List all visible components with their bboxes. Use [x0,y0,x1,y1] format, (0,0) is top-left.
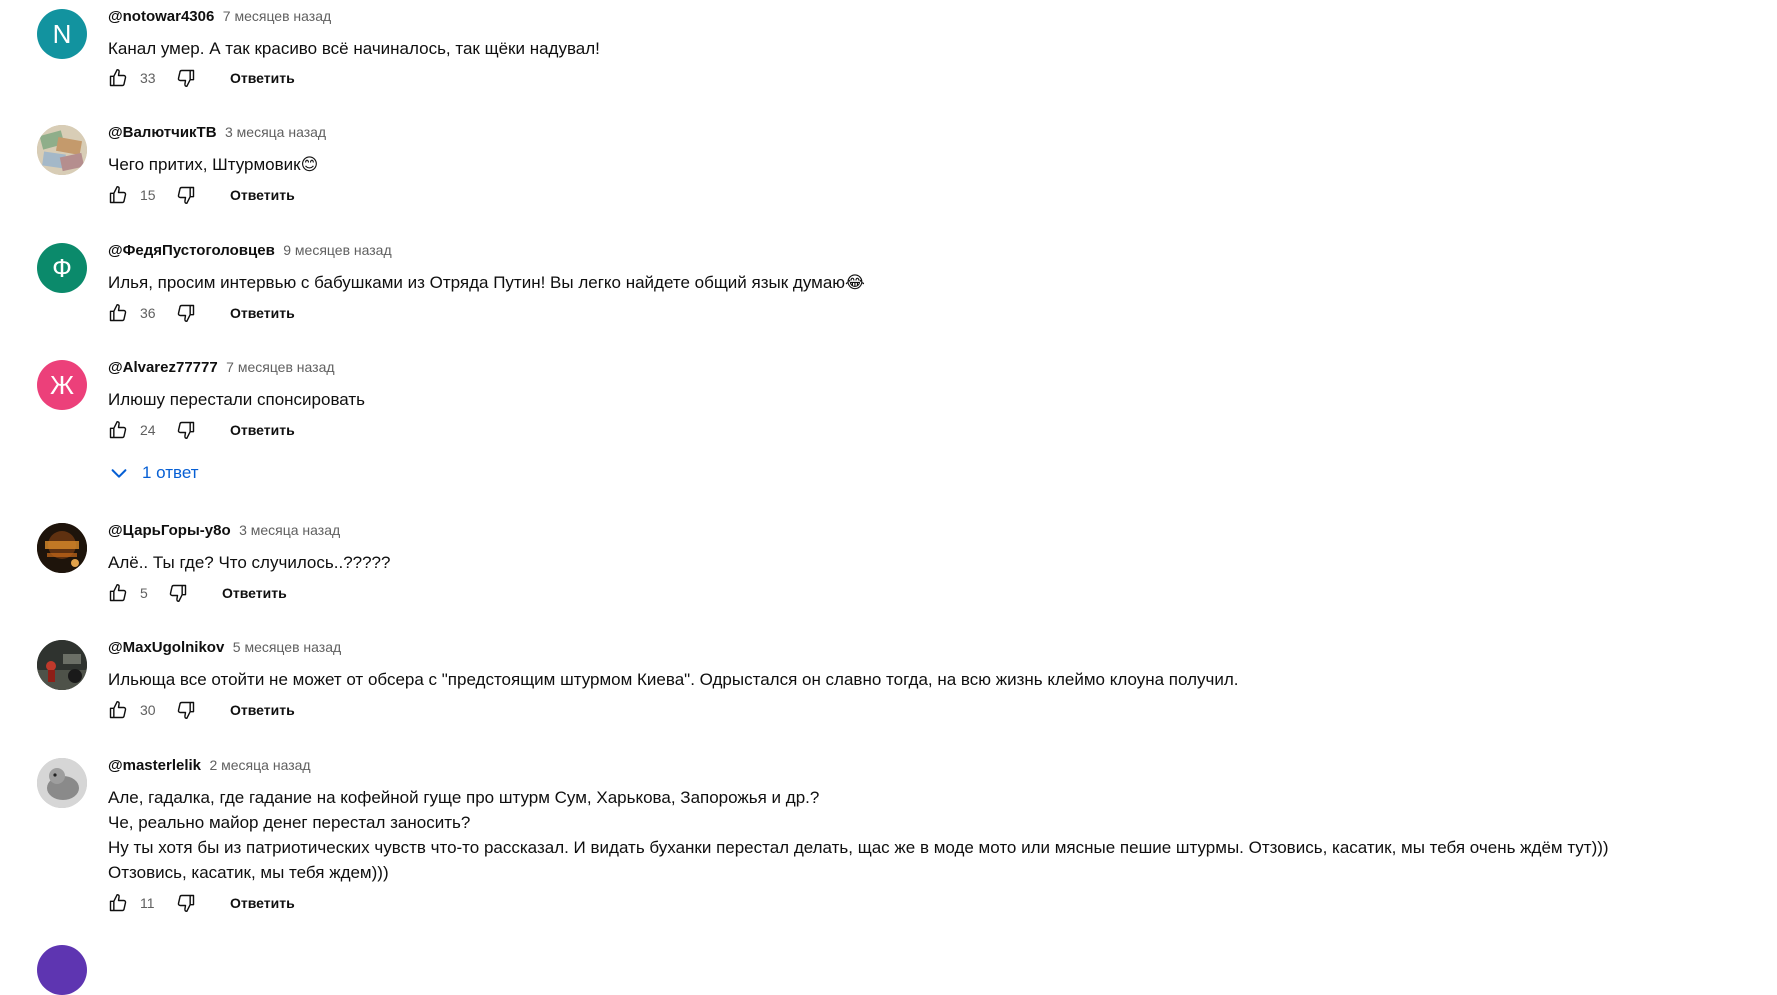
reply-button[interactable]: Ответить [230,895,295,911]
avatar[interactable] [37,945,87,995]
comment-time[interactable]: 3 месяца назад [239,522,341,538]
like-count: 36 [140,305,156,321]
reply-button[interactable]: Ответить [230,187,295,203]
avatar[interactable] [37,360,87,410]
comment-header [108,359,335,377]
avatar-letter: Ф [52,252,72,283]
thumbs-down-icon[interactable] [176,420,196,440]
avatar[interactable] [37,9,87,59]
comment-text: Илюшу перестали спонсировать [108,390,366,409]
like-count: 5 [140,585,148,601]
comment-text: Алё.. Ты где? Что случилось..????? [108,553,391,572]
comment-header [108,242,392,260]
comment-text: Але, гадалка, где гадание на кофейной гуще про штурм Сум, Харькова, Запорожья и др.? Че, реально майор денег перестал заносить? Ну ты хотя бы из патриотических чувств что-то рассказал. И видать буханки перестал делать, щас же в моде мото или мясные пешие штурмы. Отзовись, касатик, мы тебя очень ждём тут))) Отзовись, касатик, мы тебя ждем))) [108,788,1609,882]
like-count: 30 [140,702,156,718]
avatar-letter: Ж [49,369,74,400]
comment-time[interactable]: 9 месяцев назад [283,242,392,258]
avatar[interactable] [37,758,87,808]
reply-button[interactable]: Ответить [230,702,295,718]
comment-author[interactable]: @ВалютчикТВ [108,124,217,141]
avatar[interactable] [37,523,87,573]
comment-time[interactable]: 7 месяцев назад [226,359,335,375]
comment-header [108,639,341,657]
comment-actions [108,301,295,325]
comment-actions [108,581,287,605]
avatar[interactable] [37,125,87,175]
comment-actions [108,66,295,90]
reply-button[interactable]: Ответить [230,422,295,438]
chevron-down-icon [108,462,130,484]
comment-actions [108,891,295,915]
reply-button[interactable]: Ответить [230,70,295,86]
thumbs-up-icon[interactable] [108,68,128,88]
comment-text: Чего притих, Штурмовик😊 [108,155,319,174]
reply-button[interactable]: Ответить [230,305,295,321]
replies-toggle-button[interactable] [108,462,199,484]
thumbs-up-icon[interactable] [108,420,128,440]
thumbs-down-icon[interactable] [176,893,196,913]
thumbs-down-icon[interactable] [176,303,196,323]
replies-count-label: 1 ответ [142,463,199,482]
like-count: 15 [140,187,156,203]
comment-time[interactable]: 3 месяца назад [225,124,327,140]
comment-header [108,8,331,26]
comment-header [108,757,311,775]
comment-author[interactable]: @masterlelik [108,757,202,774]
comment-actions [108,418,295,442]
like-count: 11 [140,895,155,911]
comment-text: Канал умер. А так красиво всё начиналось, так щёки надувал! [108,39,600,58]
thumbs-down-icon[interactable] [176,185,196,205]
reply-button[interactable]: Ответить [222,585,287,601]
comment-author[interactable]: @Alvarez77777 [108,359,218,376]
thumbs-up-icon[interactable] [108,700,128,720]
comment-actions [108,698,295,722]
comment-author[interactable]: @ФедяПустоголовцев [108,242,275,259]
thumbs-up-icon[interactable] [108,303,128,323]
comment-text: Ильюща все отойти не может от обсера с "предстоящим штурмом Киева". Одрыстался он славно тогда, на всю жизнь клеймо клоуна получил. [108,670,1239,689]
thumbs-down-icon[interactable] [168,583,188,603]
like-count: 33 [140,70,156,86]
thumbs-up-icon[interactable] [108,583,128,603]
thumbs-down-icon[interactable] [176,700,196,720]
comment-time[interactable]: 7 месяцев назад [222,8,332,24]
comment-author[interactable]: @ЦарьГоры-у8о [108,522,231,539]
thumbs-up-icon[interactable] [108,893,128,913]
comment-author[interactable]: @MaxUgolnikov [108,639,225,656]
comment-time[interactable]: 5 месяцев назад [232,639,342,655]
avatar[interactable] [37,243,87,293]
comment-author[interactable]: @notowar4306 [108,8,215,25]
comment-text: Илья, просим интервью с бабушками из Отряда Путин! Вы легко найдете общий язык думаю😂 [108,273,865,292]
like-count: 24 [140,422,156,438]
thumbs-up-icon[interactable] [108,185,128,205]
avatar[interactable] [37,640,87,690]
avatar-letter: N [52,18,72,49]
comment-time[interactable]: 2 месяца назад [209,757,311,773]
comment-header [108,124,326,142]
comment-actions [108,183,295,207]
comment-header [108,522,340,540]
thumbs-down-icon[interactable] [176,68,196,88]
